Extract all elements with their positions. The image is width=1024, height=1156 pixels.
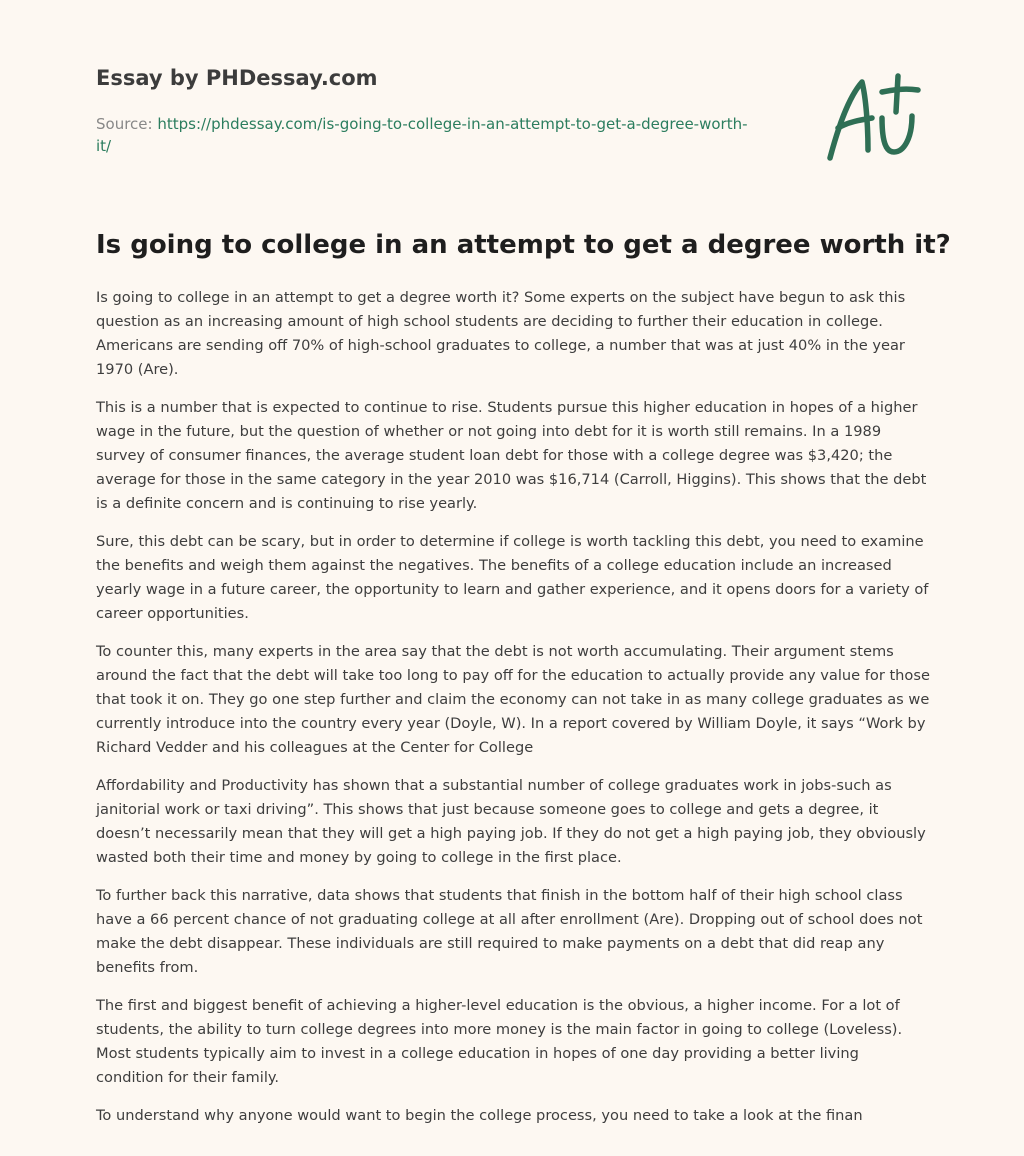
essay-paragraph: To understand why anyone would want to begin the college process, you need to take a look at the finan <box>96 1107 863 1124</box>
essay-paragraph: To further back this narrative, data shows that students that finish in the bottom half of their high school class have a 66 percent chance of not graduating college at all after enrollment (Are). Dropping out of school does not make the debt disappear. These individuals are still required to make payments on a debt that did reap any benefits from. <box>96 887 923 976</box>
source-line <box>96 113 756 157</box>
essay-paragraph: The first and biggest benefit of achieving a higher-level education is the obvious, a higher income. For a lot of students, the ability to turn college degrees into more money is the main factor in going to college (Loveless). Most students typically aim to invest in a college education in hopes of one day providing a better living condition for their family. <box>96 997 903 1086</box>
a-plus-grade-icon <box>824 68 928 164</box>
essay-paragraph: Affordability and Productivity has shown that a substantial number of college graduates work in jobs-such as janitorial work or taxi driving”. This shows that just because someone goes to college and gets a degree, it doesn’t necessarily mean that they will get a high paying job. If they do not get a high paying job, they obviously wasted both their time and money by going to college in the first place. <box>96 777 926 866</box>
essay-title: Is going to college in an attempt to get a degree worth it? <box>96 230 951 260</box>
essay-paragraph: This is a number that is expected to continue to rise. Students pursue this higher education in hopes of a higher wage in the future, but the question of whether or not going into debt for it is worth still remains. In a 1989 survey of consumer finances, the average student loan debt for those with a college degree was $3,420; the average for those in the same category in the year 2010 was $16,714 (Carroll, Higgins). This shows that the debt is a definite concern and is continuing to rise yearly. <box>96 399 927 512</box>
essay-paragraph: To counter this, many experts in the area say that the debt is not worth accumulating. Their argument stems around the fact that the debt will take too long to pay off for the education to actually provide any value for those that took it on. They go one step further and claim the economy can not take in as many college graduates as we currently introduce into the country every year (Doyle, W). In a report covered by William Doyle, it says “Work by Richard Vedder and his colleagues at the Center for College <box>96 643 930 756</box>
essay-paragraph: Sure, this debt can be scary, but in order to determine if college is worth tackling this debt, you need to examine the benefits and weigh them against the negatives. The benefits of a college education include an increased yearly wage in a future career, the opportunity to learn and gather experience, and it opens doors for a variety of career opportunities. <box>96 533 929 622</box>
essay-paragraph: Is going to college in an attempt to get a degree worth it? Some experts on the subject have begun to ask this question as an increasing amount of high school students are deciding to further their education in college. Americans are sending off 70% of high-school graduates to college, a number that was at just 40% in the year 1970 (Are). <box>96 289 906 378</box>
source-label: Source: <box>96 115 158 133</box>
site-brand: Essay by PHDessay.com <box>96 66 378 90</box>
essay-body <box>96 286 930 1142</box>
source-link[interactable]: https://phdessay.com/is-going-to-college-in-an-attempt-to-get-a-degree-worth-it/ <box>96 115 748 155</box>
